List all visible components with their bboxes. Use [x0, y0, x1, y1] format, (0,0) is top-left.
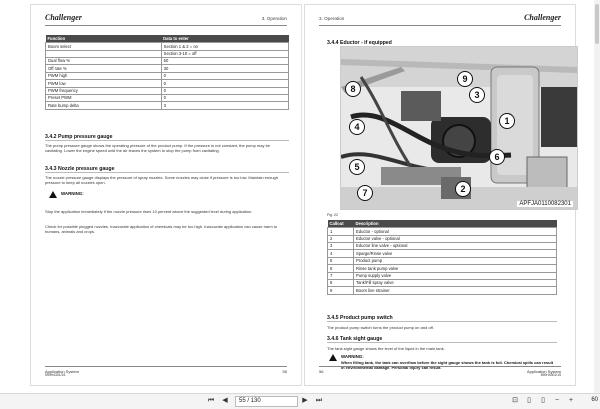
table-row — [46, 102, 289, 109]
page-gutter — [301, 4, 302, 386]
page-header — [319, 13, 561, 26]
scrollbar-thumb[interactable] — [595, 4, 599, 44]
page-number-input[interactable]: 55 / 130 — [235, 396, 298, 407]
paragraph: The product pump switch turns the product pump on and off. — [327, 325, 434, 330]
table-cell: 0 — [161, 80, 288, 87]
page-number: 56 — [319, 369, 324, 374]
table-cell: 3 — [161, 102, 288, 109]
section-title-product-pump-switch: 3.4.5 Product pump switch — [327, 315, 557, 322]
table-cell: 30 — [161, 65, 288, 72]
table-cell: Rate bump delta — [46, 102, 162, 109]
table-row — [46, 87, 289, 94]
figure-callout: 6 — [489, 149, 505, 165]
page-number: 55 — [282, 369, 287, 374]
figure-callout: 9 — [457, 71, 473, 87]
table-row — [328, 279, 557, 286]
fit-page-icon[interactable]: ⊡ — [512, 397, 518, 404]
table-cell: Eductor - optional — [354, 228, 557, 235]
table-cell: PWM low — [46, 80, 162, 87]
section-title-pump-pressure-gauge: 3.4.2 Pump pressure gauge — [45, 134, 289, 141]
warning-text: Check for possible plugged nozzles. Inaccurate application of chemicals may be too high. Inaccurate application can cause harm to humans, animals and crops. — [45, 224, 278, 234]
footer-title: Application System — [526, 369, 561, 374]
table-cell: Product pump — [354, 257, 557, 264]
table-cell: Tank/Fill spray valve — [354, 279, 557, 286]
table-cell: 9 — [328, 287, 354, 294]
table-row — [328, 257, 557, 264]
table-cell: 0 — [161, 72, 288, 79]
table-row — [46, 72, 289, 79]
section-title-nozzle-pressure-gauge: 3.4.3 Nozzle pressure gauge — [45, 166, 289, 173]
table-row — [328, 272, 557, 279]
next-page-icon[interactable]: ▶ — [302, 397, 308, 404]
table-row — [328, 242, 557, 249]
table-header: Description — [354, 220, 557, 228]
warning-icon — [329, 354, 337, 361]
section-title-tank-sight-gauge: 3.4.6 Tank sight gauge — [327, 336, 557, 343]
section-header: 3. Operation — [261, 16, 287, 21]
single-page-icon[interactable]: ▯ — [527, 397, 531, 404]
table-cell: Rinse tank pump valve — [354, 265, 557, 272]
table-cell: Boom select — [46, 43, 162, 50]
paragraph: The tank sight gauge shows the level of the liquid in the main tank. — [327, 346, 445, 351]
table-header: Data to enter — [161, 35, 288, 43]
first-page-icon[interactable]: ⏮ — [207, 397, 215, 404]
page-footer — [319, 366, 561, 379]
table-cell: 1 — [328, 228, 354, 235]
table-cell: 0 — [161, 94, 288, 101]
footer-title: Application System — [45, 369, 80, 374]
table-cell: 7 — [328, 272, 354, 279]
left-page — [30, 4, 302, 386]
table-cell: 2 — [328, 235, 354, 242]
table-row — [46, 50, 289, 57]
figure-callout: 4 — [349, 119, 365, 135]
table-header: Callout — [328, 220, 354, 228]
table-cell: Preset PWM — [46, 94, 162, 101]
figure-code: APFJA0110082301 — [519, 201, 571, 207]
table-header: Function — [46, 35, 162, 43]
footer-code: 590H4301/15 — [540, 373, 561, 377]
table-cell: Section 3-10 = off — [161, 50, 288, 57]
table-row — [328, 228, 557, 235]
page-footer — [45, 366, 287, 379]
table-cell: Eductor line valve - optional — [354, 242, 557, 249]
table-cell: PWM high — [46, 72, 162, 79]
figure-callout: 5 — [349, 159, 365, 175]
brand-logo: Challenger — [45, 13, 82, 22]
figure-label: Fig. 22 — [327, 213, 338, 217]
warning-icon — [49, 191, 57, 198]
table-cell: Eductor valve - optional — [354, 235, 557, 242]
figure-callout: 7 — [357, 185, 373, 201]
warning-label: WARNING: — [61, 191, 84, 196]
table-cell: 0 — [161, 87, 288, 94]
table-row — [46, 94, 289, 101]
previous-page-icon[interactable]: ◀ — [222, 397, 228, 404]
table-cell: 4 — [328, 250, 354, 257]
settings-table — [45, 35, 289, 110]
table-cell: 5 — [328, 257, 354, 264]
table-cell: Pump supply valve — [354, 272, 557, 279]
table-row — [46, 80, 289, 87]
callout-table — [327, 220, 557, 295]
table-row — [46, 65, 289, 72]
zoom-out-icon[interactable]: − — [554, 397, 560, 404]
footer-code: 590H4301/15 — [45, 373, 66, 377]
zoom-in-icon[interactable]: + — [568, 397, 574, 404]
table-cell: Boom line strainer — [354, 287, 557, 294]
paragraph: The nozzle pressure gauge displays the pressure of spray nozzles. Some nozzles may close if pressure is too low. Maintain enough pressure to keep all nozzles open. — [45, 175, 279, 185]
table-row — [328, 235, 557, 242]
table-cell — [46, 50, 162, 57]
table-cell: 50 — [161, 57, 288, 64]
table-cell: PWM frequency — [46, 87, 162, 94]
table-cell: Section 1 & 2 = on — [161, 43, 288, 50]
viewer-toolbar — [0, 393, 600, 409]
figure-callout: 1 — [499, 113, 515, 129]
page-header — [45, 13, 287, 26]
brand-logo: Challenger — [524, 13, 561, 22]
section-title-eductor: 3.4.4 Eductor - if equipped — [327, 40, 392, 46]
table-cell: 8 — [328, 279, 354, 286]
table-cell: 6 — [328, 265, 354, 272]
table-row — [328, 250, 557, 257]
figure-callout: 3 — [469, 87, 485, 103]
vertical-scrollbar[interactable] — [594, 0, 600, 394]
eductor-figure — [340, 46, 578, 210]
last-page-icon[interactable]: ⏭ — [315, 397, 323, 404]
table-row — [46, 57, 289, 64]
paragraph: The pump pressure gauge shows the operating pressure of the product pump. If the pressure is not constant, the pump may be cavitating. Lower the engine speed until the air leaves the system to stop the pump from cavitating. — [45, 143, 271, 153]
figure-callout: 2 — [455, 181, 471, 197]
two-page-icon[interactable]: ▯ — [541, 397, 545, 404]
table-cell: Dual flow % — [46, 57, 162, 64]
section-header: 3. Operation — [319, 16, 345, 21]
figure-callout: 8 — [345, 81, 361, 97]
table-cell: 3 — [328, 242, 354, 249]
zoom-level[interactable]: 60 — [591, 397, 598, 403]
table-cell: Off rate % — [46, 65, 162, 72]
warning-text: Stop the application immediately if the nozzle pressure rises 10 percent above the suggested level during application. — [45, 209, 253, 214]
table-row — [46, 43, 289, 50]
warning-label: WARNING: — [341, 354, 364, 359]
warning-text: When filling tank, the tank can overflow before the sight gauge shows the tank is full. Chemical spills can result in environmental damage. Personal injury can result. — [341, 360, 554, 370]
table-row — [328, 265, 557, 272]
table-row — [328, 287, 557, 294]
table-cell: Sparge/Rinse valve — [354, 250, 557, 257]
